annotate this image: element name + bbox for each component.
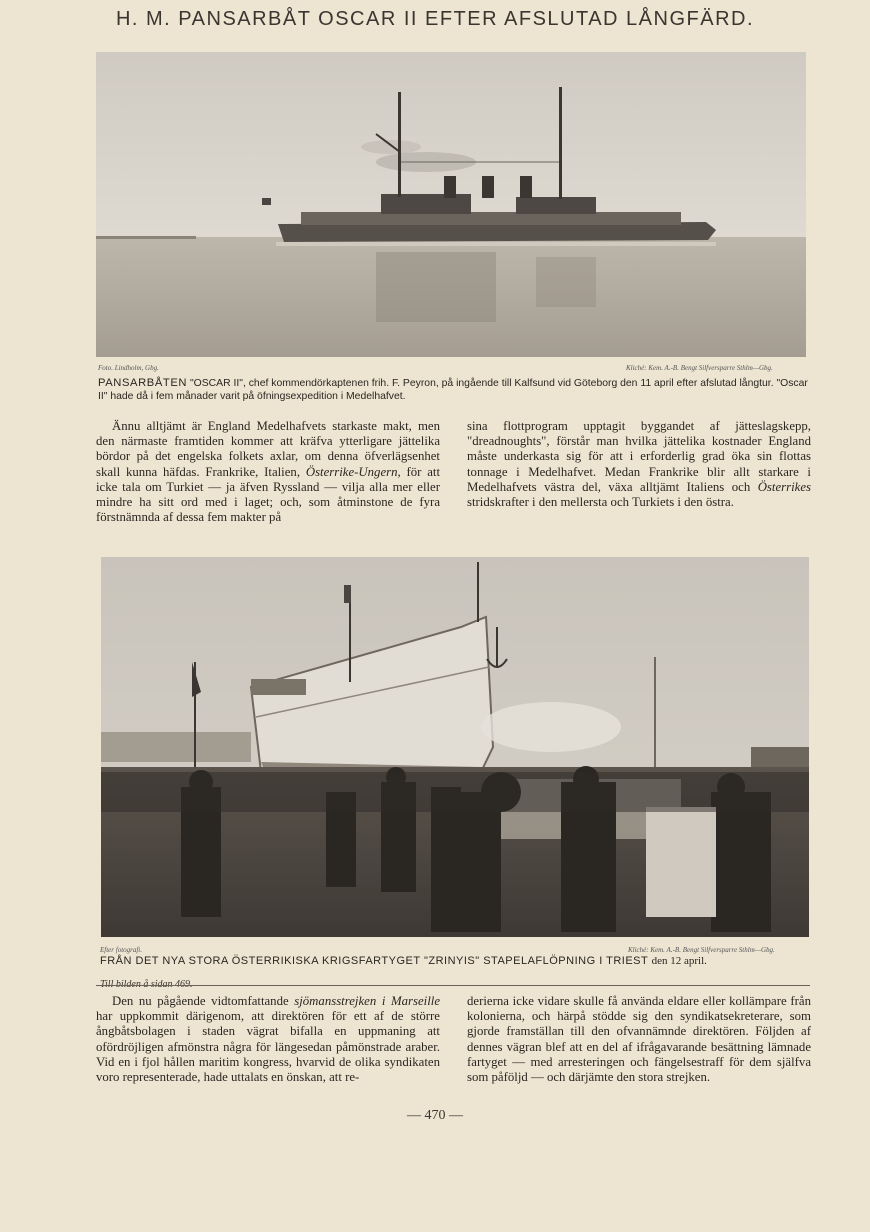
section-divider [96, 985, 810, 986]
page-title: H. M. PANSARBÅT OSCAR II EFTER AFSLUTAD LÅNGFÄRD. [115, 8, 755, 30]
photo-credit: Efter fotografi. [100, 946, 142, 954]
article-text: stridskrafter i den mellersta och Turkiets i den östra. [467, 495, 734, 510]
article-text: derierna icke vidare skulle få använda eldare eller kollämpare från kolonierna, och härpå stödde sig den syndikatsekreterare, som gjorde framställan till den ofvannämnde direktören. Följden af dennes vägran blef att en del af ifrågavarande besättning lämnade fartyget — med arresteringen och fängelsestraff för dem själfva som påföljd — och därjämte den stora strejken. [467, 994, 811, 1085]
article-column-right [467, 994, 811, 1085]
photo-credit: Foto. Lindholm, Gbg. [98, 364, 159, 372]
caption-lead: PANSARBÅTEN [98, 377, 188, 389]
caption-text: FRÅN DET NYA STORA ÖSTERRIKISKA KRIGSFARTYGET "ZRINYIS" STAPELAFLÖPNING I TRIEST [100, 955, 649, 967]
caption-date: den 12 april. [651, 955, 707, 967]
launch-photo [101, 557, 809, 937]
article-text: Ännu alltjämt är England Medelhafvets starkaste makt, men den närmaste framtiden kommer att kräfva ytterligare jättelika bördor på det engelska folkets axlar, om denna öfverlägsenhet skall kunna häfdas. Frankrike, Italien, [96, 419, 440, 479]
cliche-credit: Kliché: Kem. A.-B. Bengt Silfversparre Sthlm—Gbg. [628, 946, 775, 954]
article-text: har uppkommit därigenom, att direktören för ett af de större ångbåtsbolagen i staden vägrat bifalla en uppmaning att ofördröjligen afmönstra några för längesedan påmönstrade araber. Vid en i fjol hållen maritim kongress, hvarvid de olika syndikaten voro representerade, hade uttalats en önskan, att re- [96, 1009, 440, 1085]
article-text: Den nu pågående vidtomfattande [112, 994, 289, 1008]
photo-caption [98, 377, 810, 403]
article-emphasis: sjömansstrejken i Marseille [294, 994, 441, 1008]
cliche-credit: Kliché: Kem. A.-B. Bengt Silfversparre Sthlm—Gbg. [626, 364, 773, 372]
article-text: för att icke tala om Turkiet — ja äfven Ryssland — vilja alla mer eller mindre ha sitt ord med i laget; och, som åtminstone de fyra förstnämnda af dessa fem makter på [96, 464, 441, 525]
photo-caption [100, 955, 812, 967]
article-text: sina flottprogram upptagit byggandet af jätteslagskepp, "dreadnoughts", förstår man hvilka jättelika kostnader England måste underkasta sig för att i erforderlig grad öka sin flottas tonnage i Medelhafvet. Medan Frankrike blir allt starkare i Medelhafvets västra del, växa alltjämt Italiens och [467, 419, 811, 494]
caption-text: "OSCAR II", chef kommendörkaptenen frih. F. Peyron, på ingående till Kalfsund vid Göteborg den 11 april efter afslutad långtur. "Oscar II" hade då i fem månader varit på öfningsexpedition i Medelhafvet. [98, 378, 808, 402]
ship-photo [96, 52, 806, 357]
page-number: — 470 — [407, 1108, 463, 1123]
article-column-left [96, 994, 440, 1085]
article-column-right [467, 419, 811, 510]
article-emphasis: Österrikes [757, 479, 811, 494]
article-column-left [96, 419, 440, 525]
article-emphasis: Österrike-Ungern, [305, 464, 401, 479]
